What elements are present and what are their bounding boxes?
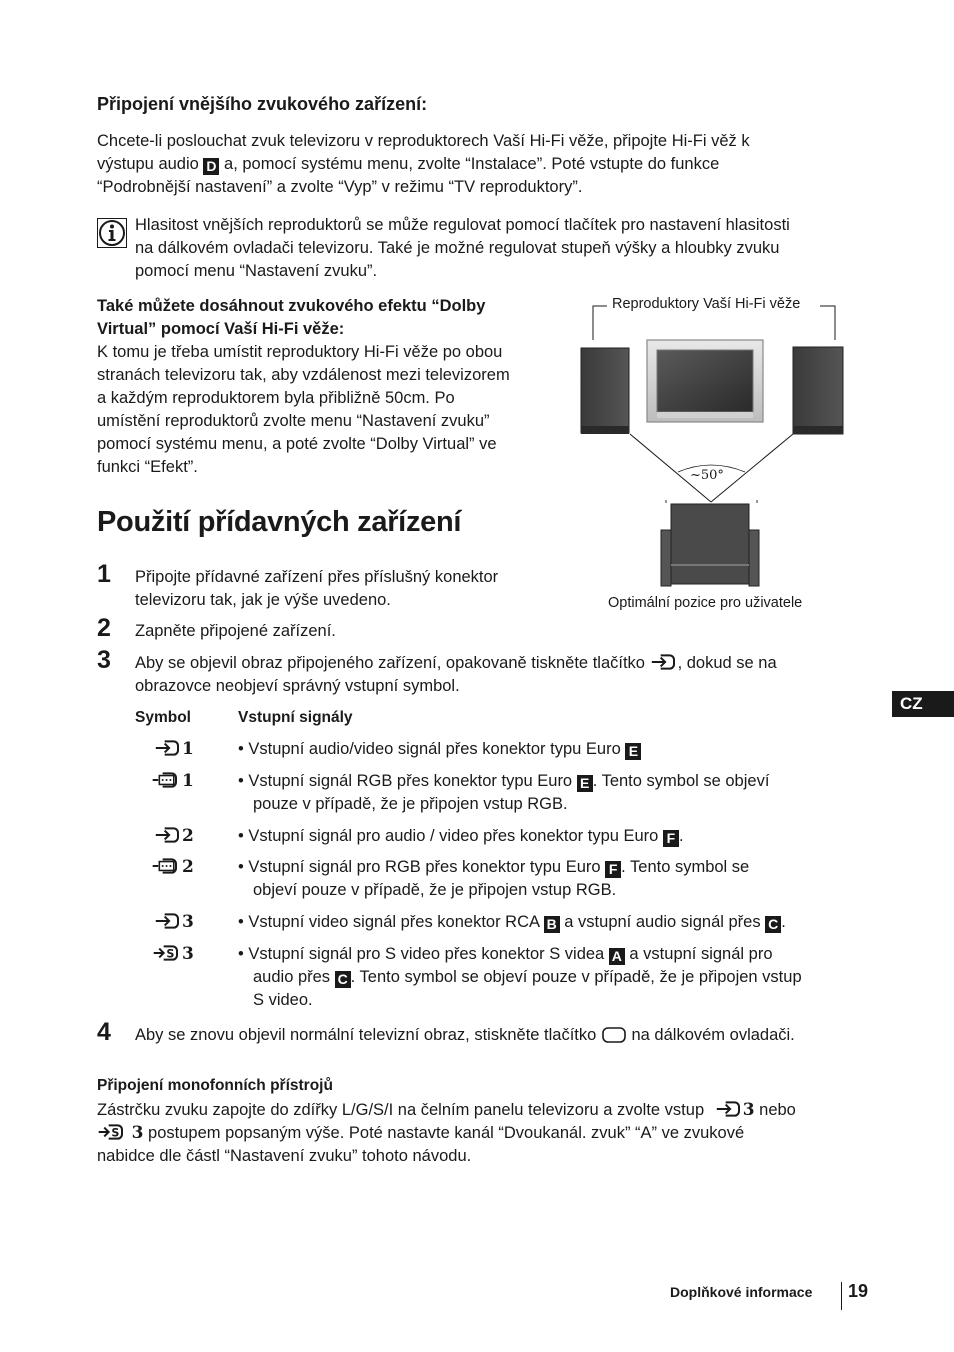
angle-label: ~50° bbox=[690, 468, 724, 483]
step-1-text: Připojte přídavné zařízení přes příslušný konektor televizoru tak, jak je výše uvedeno. bbox=[135, 568, 499, 609]
info-note: Hlasitost vnějších reproduktorů se může regulovat pomocí tlačítek pro nastavení hlasitosti na dálkovém ovladači televizoru. Také je možné regulovat stupeň výšky a hloubky zvuku pomocí menu “Nastavení zvuku”. bbox=[135, 216, 790, 280]
connector-letter: F bbox=[663, 830, 679, 847]
connector-letter-d: D bbox=[203, 158, 219, 175]
connector-letter: C bbox=[335, 971, 351, 988]
mono-paragraph: Zástrčku zvuku zapojte do zdířky L/G/S/I na čelním panelu televizoru a zvolte vstup 3 nebo 3 postupem popsaným výše. Poté nastavte kanál “Dvoukanál. zvuk” “A” ve zvukové nabidce dle částl “Nastavení zvuku” tohoto návodu. bbox=[97, 1100, 796, 1165]
step-number: 1 bbox=[97, 560, 111, 588]
signal-row: • Vstupní signál pro RGB přes konektor typu Euro F . Tento symbol se objeví pouze v případě, že je připojen vstup RGB. bbox=[238, 858, 750, 899]
signal-row: • Vstupní signál pro S video přes konektor S videa A a vstupní signál pro audio přes C . Tento symbol se objeví pouze v případě, že je připojen vstup S video. bbox=[238, 945, 802, 1009]
speakers-label: Reproduktory Vaší Hi-Fi věže bbox=[612, 296, 801, 312]
connector-letter: F bbox=[605, 861, 621, 878]
step-4-text: Aby se znovu objevil normální televizní obraz, stiskněte tlačítko na dálkovém ovladači. bbox=[135, 1026, 795, 1044]
column-header-signals: Vstupní signály bbox=[238, 709, 353, 726]
av-input-icon bbox=[154, 738, 182, 758]
connector-letter: E bbox=[577, 775, 593, 792]
av-input-icon bbox=[154, 825, 182, 845]
symbol-rgb2: 2 bbox=[150, 856, 194, 877]
symbol-av2: 2 bbox=[154, 825, 194, 846]
input-button-icon bbox=[650, 652, 678, 672]
page-number: 19 bbox=[848, 1281, 869, 1301]
step-3-text: Aby se objevil obraz připojeného zařízení, opakovaně tiskněte tlačítko , dokud se na obrazovce neobjeví správný vstupní symbol. bbox=[135, 654, 777, 695]
av-input-icon bbox=[154, 911, 182, 931]
svideo-input-icon bbox=[152, 943, 182, 963]
symbol-svideo3: 3 bbox=[152, 943, 194, 964]
footer-divider bbox=[841, 1282, 842, 1310]
speaker-placement-figure bbox=[575, 292, 850, 612]
armchair bbox=[671, 504, 749, 584]
av-input-icon bbox=[715, 1099, 743, 1119]
info-icon bbox=[97, 218, 127, 248]
svideo-input-icon bbox=[97, 1122, 127, 1142]
step-number: 4 bbox=[97, 1018, 111, 1046]
intro-line: “Podrobnější nastavení” a zvolte “Vyp” v režimu “TV reproduktory”. bbox=[97, 178, 583, 196]
intro-line: Chcete-li poslouchat zvuk televizoru v reproduktorech Vaší Hi-Fi věže, připojte Hi-Fi věž k bbox=[97, 132, 750, 150]
signal-row: • Vstupní signál RGB přes konektor typu Euro E . Tento symbol se objeví pouze v případě, že je připojen vstup RGB. bbox=[238, 772, 770, 813]
intro-line: výstupu audio D a, pomocí systému menu, zvolte “Instalace”. Poté vstupte do funkce bbox=[97, 155, 720, 174]
rgb-input-icon bbox=[150, 856, 182, 876]
viewer-label: Optimální pozice pro uživatele bbox=[608, 595, 803, 611]
rgb-input-icon bbox=[150, 770, 182, 790]
step-2-text: Zapněte připojené zařízení. bbox=[135, 622, 336, 640]
column-header-symbol: Symbol bbox=[135, 709, 191, 726]
signal-row: • Vstupní signál pro audio / video přes konektor typu Euro F . bbox=[238, 827, 684, 846]
right-speaker bbox=[793, 347, 843, 434]
step-number: 3 bbox=[97, 646, 111, 674]
connector-letter: B bbox=[544, 916, 560, 933]
page-title: Použití přídavných zařízení bbox=[97, 506, 462, 538]
dolby-paragraph: K tomu je třeba umístit reproduktory Hi-Fi věže po obou stranách televizoru tak, aby vzdálenost mezi televizorem a každým reproduktorem byla přibližně 50cm. Po umístění reproduktorů zvolte menu “Nastavení zvuku” pomocí systému menu, a poté zvolte “Dolby Virtual” ve funkci “Efekt”. bbox=[97, 343, 510, 476]
symbol-av1: 1 bbox=[154, 738, 194, 759]
section-heading-external-audio: Připojení vnějšího zvukového zařízení: bbox=[97, 94, 428, 114]
left-speaker bbox=[581, 348, 629, 433]
intro-paragraph bbox=[97, 130, 857, 199]
signal-row: • Vstupní video signál přes konektor RCA B a vstupní audio signál přes C . bbox=[238, 913, 786, 932]
footer-section: Doplňkové informace bbox=[670, 1284, 813, 1300]
symbol-rgb1: 1 bbox=[150, 770, 194, 791]
signal-row: • Vstupní audio/video signál přes konektor typu Euro E bbox=[238, 738, 868, 761]
connector-letter: E bbox=[625, 743, 641, 760]
dolby-heading: Také můžete dosáhnout zvukového efektu “Dolby Virtual” pomocí Vaší Hi-Fi věže: bbox=[97, 297, 486, 338]
mono-heading: Připojení monofonních přístrojů bbox=[97, 1077, 333, 1094]
connector-letter: C bbox=[765, 916, 781, 933]
symbol-av3: 3 bbox=[154, 911, 194, 932]
tv-button-icon bbox=[601, 1026, 627, 1044]
connector-letter: A bbox=[609, 948, 625, 965]
language-tab: CZ bbox=[892, 691, 954, 717]
step-number: 2 bbox=[97, 614, 111, 642]
